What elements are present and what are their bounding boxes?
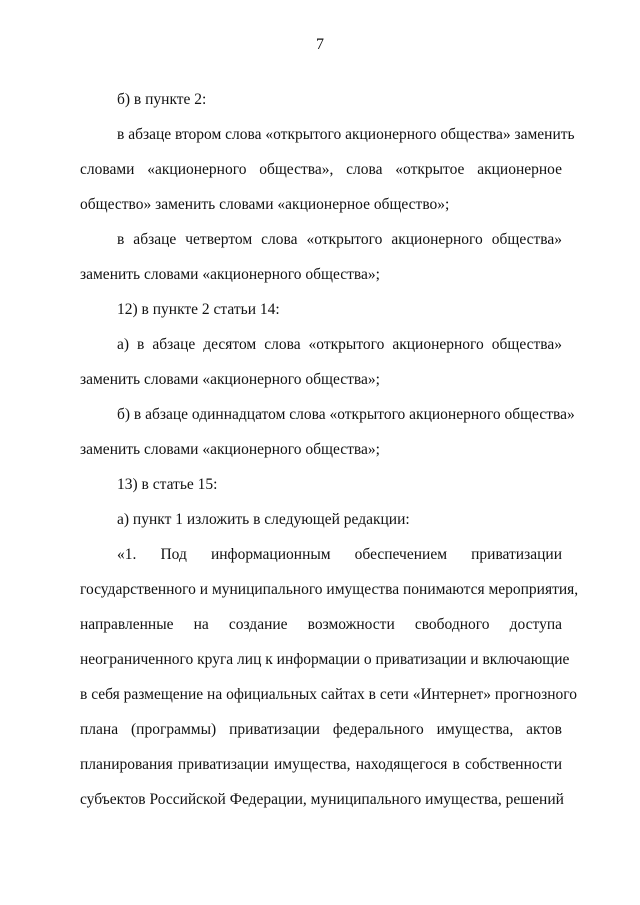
text-line: словами «акционерного общества», слова «открытое акционерное <box>80 161 562 178</box>
text-line: планирования приватизации имущества, находящегося в собственности <box>80 756 562 773</box>
text-line: заменить словами «акционерного общества»; <box>80 371 380 388</box>
text-line: общество» заменить словами «акционерное общество»; <box>80 196 450 213</box>
text-line: б) в абзаце одиннадцатом слова «открытого акционерного общества» <box>117 406 575 423</box>
text-line: 12) в пункте 2 статьи 14: <box>117 301 280 318</box>
text-line: государственного и муниципального имущества понимаются мероприятия, <box>80 581 579 598</box>
text-line: заменить словами «акционерного общества»; <box>80 441 380 458</box>
text-line: 13) в статье 15: <box>117 476 218 493</box>
text-line: б) в пункте 2: <box>117 91 207 108</box>
text-line: в абзаце четвертом слова «открытого акционерного общества» <box>117 231 562 248</box>
text-line: заменить словами «акционерного общества»; <box>80 266 380 283</box>
text-line: направленные на создание возможности свободного доступа <box>80 616 562 633</box>
text-line: в себя размещение на официальных сайтах в сети «Интернет» прогнозного <box>80 686 578 703</box>
text-line: в абзаце втором слова «открытого акционерного общества» заменить <box>117 126 575 143</box>
text-line: а) в абзаце десятом слова «открытого акционерного общества» <box>117 336 562 353</box>
text-line: субъектов Российской Федерации, муниципального имущества, решений <box>80 791 564 808</box>
text-line: «1. Под информационным обеспечением приватизации <box>117 546 562 563</box>
text-line: плана (программы) приватизации федерального имущества, актов <box>80 721 562 738</box>
text-line: неограниченного круга лиц к информации о приватизации и включающие <box>80 651 570 668</box>
text-line: а) пункт 1 изложить в следующей редакции: <box>117 511 410 528</box>
page-number: 7 <box>316 36 324 53</box>
